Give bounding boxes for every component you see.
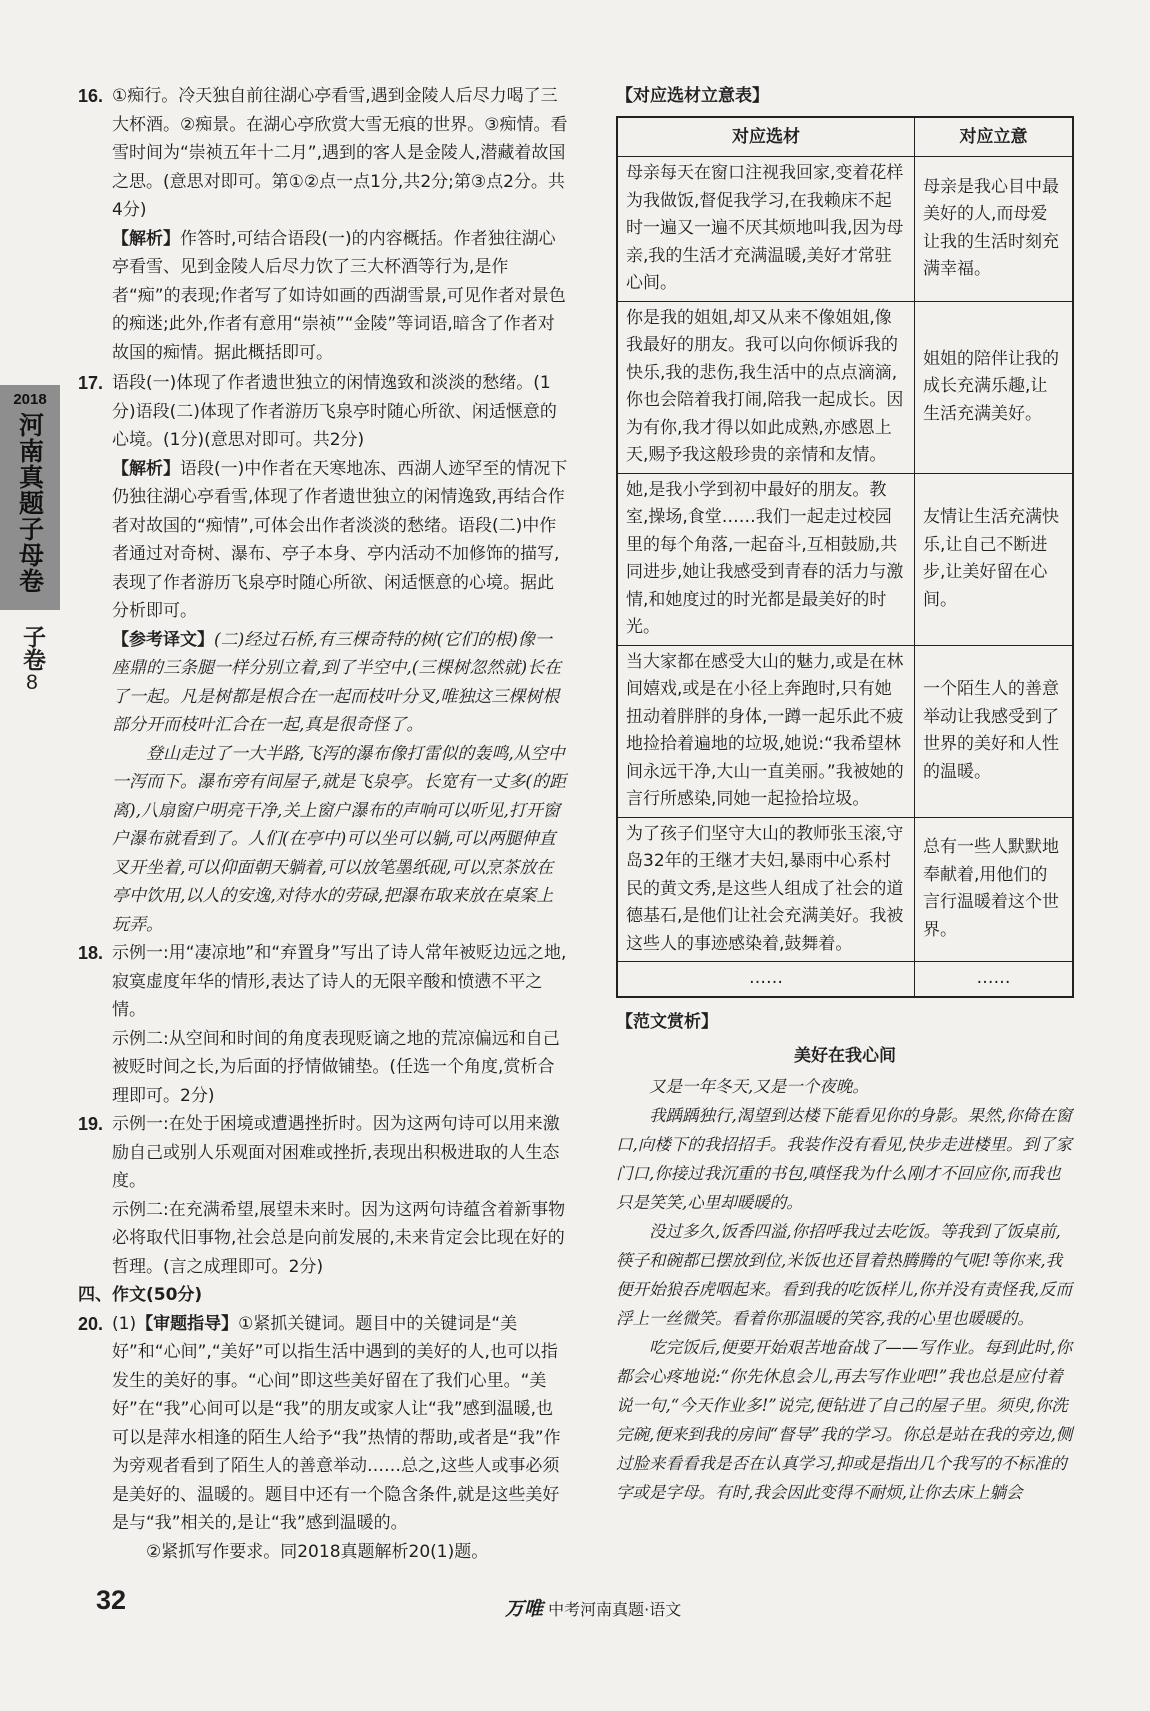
table-heading: 【对应选材立意表】 [616,86,769,106]
footer-brand [505,1594,681,1621]
essay-paragraph: 吃完饭后,便要开始艰苦地奋战了——写作业。每到此时,你都会心疼地说:“你先休息会儿,再去写作业吧!”我也总是应付着说一句,“今天作业多!”说完,便钻进了自己的屋子里。须臾,你洗完碗,便来到我的房间“督导”我的学习。你总是站在我的旁边,侧过脸来看看我是否在认真学习,抑或是指出几个我写的不标准的字或是字母。有时,我会因此变得不耐烦,让你去床上躺会 [616,1337,1073,1502]
sub-tab [16,625,48,695]
question-number: 20. [78,1313,104,1334]
theme-cell: 友情让生活充满快乐,让自己不断进步,让美好留在心间。 [915,473,1074,645]
question-18 [78,939,568,1110]
translation-tag: 【参考译文】 [112,629,214,650]
left-column [78,82,568,1566]
sub-tab-number: 8 [26,671,38,694]
essay-paragraph: 没过多久,饭香四溢,你招呼我过去吃饭。等我到了饭桌前,筷子和碗都已摆放到位,米饭也还冒着热腾腾的气呢!等你来,我便开始狼吞虎咽起来。看到我的吃饭样儿,你并没有责怪我,反而浮上一丝微笑。看着你那温暖的笑容,我的心里也暖暖的。 [616,1221,1072,1328]
part-prefix: (1) [112,1313,137,1334]
question-number: 18. [78,943,104,963]
essay-body [616,1072,1074,1507]
translation-text-2: 登山走过了一大半路,飞泻的瀑布像打雷似的轰鸣,从空中一泻而下。瀑布旁有间屋子,就是飞泉亭。长宽有一丈多(的距离),八扇窗户明亮干净,关上窗户瀑布的声响可以听见,打开窗户瀑布就看到了。人们(在亭中)可以坐可以躺,可以两腿伸直叉开坐着,可以仰面朝天躺着,可以放笔墨纸砚,可以烹茶放在亭中饮用,以人的安逸,对待水的劳碌,把瀑布取来放在桌案上玩弄。 [112,743,567,935]
example-2: 示例二:在充满希望,展望未来时。因为这两句诗蕴含着新事物必将取代旧事物,社会总是向前发展的,未来肯定会比现在好的哲理。(言之成理即可。2分) [112,1199,566,1277]
material-cell: …… [617,962,915,997]
essay-heading: 【范文赏析】 [616,1011,718,1032]
analysis-text: 作答时,可结合语段(一)的内容概括。作者独往湖心亭看雪、见到金陵人后尽力饮了三大杯酒等行为,是作者“痴”的表现;作者写了如诗如画的西湖雪景,可见作者对景色的痴迷;此外,作者有意用“崇祯”“金陵”等词语,暗含了作者对故国的痴情。据此概括即可。 [112,228,566,363]
essay-paragraph: 我踽踽独行,渴望到达楼下能看见你的身影。果然,你倚在窗口,向楼下的我招招手。我装作没有看见,快步走进楼里。到了家门口,你接过我沉重的书包,嗔怪我为什么刚才不回应你,而我也只是笑笑,心里却暖暖的。 [616,1105,1072,1212]
table-header-material: 对应选材 [617,117,915,157]
footer-text: 中考河南真题·语文 [548,1600,682,1619]
table-row [617,473,1073,645]
material-cell: 你是我的姐姐,却又从来不像姐姐,像我最好的朋友。我可以向你倾诉我的快乐,我的悲伤,我生活中的点点滴滴,你也会陪着我打闹,陪我一起成长。因为有你,我才得以如此成熟,亦感恩上天,赐予我这般珍贵的亲情和友情。 [617,301,915,473]
theme-cell: 母亲是我心目中最美好的人,而母爱让我的生活时刻充满幸福。 [915,157,1074,302]
question-number: 19. [78,1114,104,1134]
analysis-tag: 【解析】 [112,458,180,479]
material-cell: 母亲每天在窗口注视我回家,变着花样为我做饭,督促我学习,在我赖床不起时一遍又一遍不厌其烦地叫我,因为母亲,我的生活才充满温暖,美好才常驻心间。 [617,157,915,302]
table-row [617,157,1073,302]
material-cell: 她,是我小学到初中最好的朋友。教室,操场,食堂……我们一起走过校园里的每个角落,一起奋斗,互相鼓励,共同进步,她让我感受到青春的活力与激情,和她度过的时光都是最美好的时光。 [617,473,915,645]
essay-title: 美好在我心间 [794,1045,896,1066]
material-table [616,116,1074,998]
table-header-theme: 对应立意 [915,117,1074,157]
answer-text: ①痴行。冷天独自前往湖心亭看雪,遇到金陵人后尽力喝了三大杯酒。②痴景。在湖心亭欣赏大雪无痕的世界。③痴情。看雪时间为“崇祯五年十二月”,遇到的客人是金陵人,潜藏着故国之思。(意思对即可。第①②点一点1分,共2分;第③点2分。共4分) [112,86,568,220]
sub-tab-label: 子卷 [19,625,45,671]
theme-cell: 总有一些人默默地奉献着,用他们的言行温暖着这个世界。 [915,817,1074,962]
guide-text: ①紧抓关键词。题目中的关键词是“美好”和“心间”,“美好”可以指生活中遇到的美好的人,也可以指发生的美好的事。“心间”即这些美好留在了我们心里。“美好”在“我”心间可以是“我”的朋友或家人让“我”感到温暖,也可以是萍水相逢的陌生人给予“我”热情的帮助,或者是“我”作为旁观者看到了陌生人的善意举动……总之,这些人或事必须是美好的、温暖的。题目中还有一个隐含条件,就是这些美好是与“我”相关的,是让“我”感到温暖的。 [112,1313,561,1533]
question-number: 17. [78,373,104,393]
analysis-tag: 【解析】 [112,228,180,249]
example-2: 示例二:从空间和时间的角度表现贬谪之地的荒凉偏远和自己被贬时间之长,为后面的抒情做铺垫。(任选一个角度,赏析合理即可。2分) [112,1028,560,1106]
right-column [616,82,1074,1507]
question-number: 16. [78,86,104,106]
table-row [617,962,1073,997]
guide-tag: 【审题指导】 [136,1313,239,1334]
material-cell: 为了孩子们坚守大山的教师张玉滚,守岛32年的王继才夫妇,暴雨中心系村民的黄文秀,是这些人组成了社会的道德基石,是他们让社会充满美好。我被这些人的事迹感染着,鼓舞着。 [617,817,915,962]
answer-text: 语段(一)体现了作者遗世独立的闲情逸致和淡淡的愁绪。(1分)语段(二)体现了作者游历飞泉亭时随心所欲、闲适惬意的心境。(1分)(意思对即可。共2分) [112,373,557,450]
material-cell: 当大家都在感受大山的魅力,或是在林间嬉戏,或是在小径上奔跑时,只有她扭动着胖胖的身体,一蹲一起乐此不疲地捡拾着遍地的垃圾,她说:“我希望林间永远干净,大山一直美丽。”我被她的言行所感染,同她一起捡拾垃圾。 [617,645,915,817]
example-1: 示例一:在处于困境或遭遇挫折时。因为这两句诗可以用来激励自己或别人乐观面对困难或挫折,表现出积极进取的人生态度。 [112,1114,560,1191]
translation-text-1: (二)经过石桥,有三棵奇特的树(它们的根)像一座鼎的三条腿一样分别立着,到了半空中,(三棵树忽然就)长在了一起。凡是树都是根合在一起而枝叶分叉,唯独这三棵树根部分开而枝叶汇合在一起,真是很奇怪了。 [112,629,562,735]
question-16 [78,82,568,367]
essay-paragraph: 又是一年冬天,又是一个夜晚。 [649,1076,869,1096]
table-row [617,645,1073,817]
example-1: 示例一:用“凄凉地”和“弃置身”写出了诗人常年被贬边远之地,寂寞虚度年华的情形,表达了诗人的无限辛酸和愤懑不平之情。 [112,943,567,1020]
side-tab [0,385,60,610]
table-row [617,817,1073,962]
side-tab-year: 2018 [13,391,47,408]
question-17 [78,369,568,939]
question-20 [78,1310,568,1567]
analysis-text: 语段(一)中作者在天寒地冻、西湖人迹罕至的情况下仍独往湖心亭看雪,体现了作者遗世独立的闲情逸致,再结合作者对故国的“痴情”,可体会出作者淡淡的愁绪。语段(二)中作者通过对奇树、瀑布、亭子本身、亭内活动不加修饰的描写,表现了作者游历飞泉亭时随心所欲、闲适惬意的心境。据此分析即可。 [112,458,568,621]
theme-cell: 姐姐的陪伴让我的成长充满乐趣,让生活充满美好。 [915,301,1074,473]
theme-cell: 一个陌生人的善意举动让我感受到了世界的美好和人性的温暖。 [915,645,1074,817]
page-number: 32 [96,1585,127,1615]
question-19 [78,1110,568,1281]
theme-cell: …… [915,962,1074,997]
side-tab-title: 河南真题子母卷 [15,412,45,594]
brand-logo: 万唯 [505,1598,544,1620]
section-heading: 四、作文(50分) [78,1285,203,1305]
table-row [617,301,1073,473]
guide-text-2: ②紧抓写作要求。同2018真题解析20(1)题。 [146,1541,489,1562]
